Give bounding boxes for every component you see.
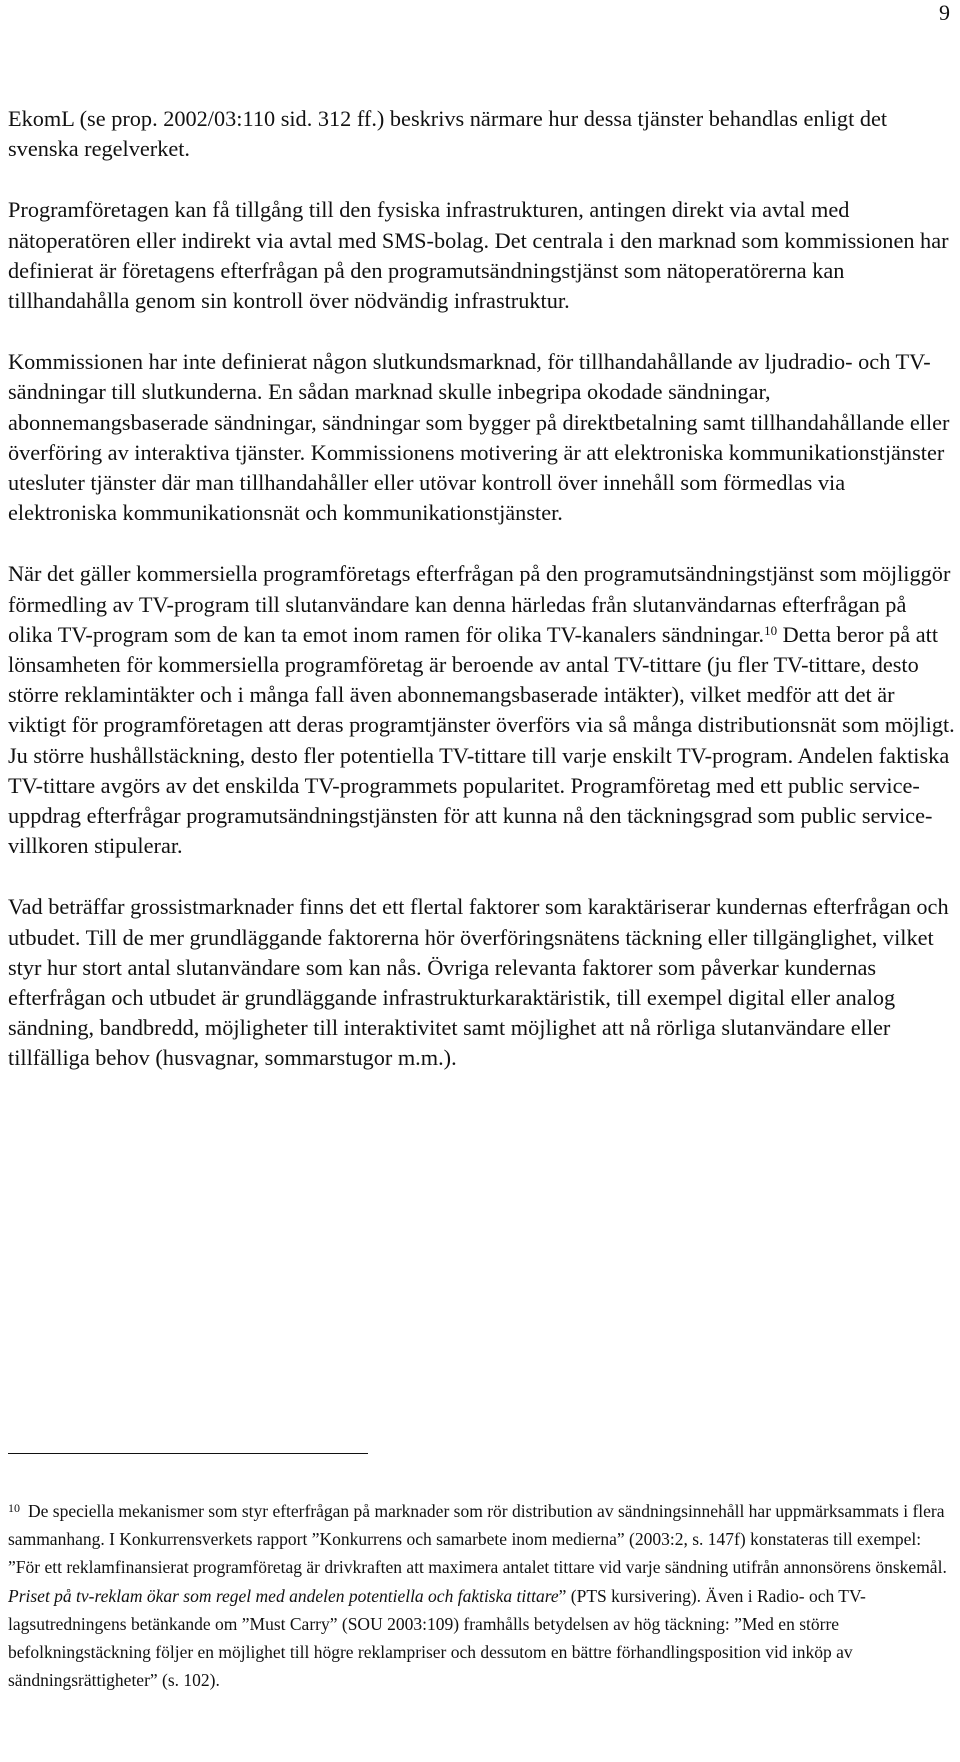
paragraph-ekoml: EkomL (se prop. 2002/03:110 sid. 312 ff.) beskrivs närmare hur dessa tjänster behandlas enligt det svenska regelverket. <box>8 106 888 162</box>
body-text <box>8 104 956 1105</box>
paragraph-grossistmarknader: Vad beträffar grossistmarknader finns det ett flertal faktorer som karaktäriserar kundernas efterfrågan och utbudet. Till de mer grundläggande faktorerna hör överföringsnätens täckning eller tillgänglighet, vilket styr hur stort antal slutanvändare som kan nås. Övriga relevanta faktorer som påverkar kundernas efterfrågan och utbudet är grundläggande infrastrukturkaraktäristik, till exempel digital eller analog sändning, bandbredd, möjligheter till interaktivitet samt möjlighet att nå rörliga slutanvändare eller tillfälliga behov (husvagnar, sommarstugor m.m.). <box>8 894 949 1071</box>
page-number: 9 <box>939 0 950 25</box>
footnote-text-end: ” (PTS kursivering). Även i Radio- och TV-lagsutredningens betänkande om ”Must Carry” (SOU 2003:109) framhålls betydelsen av hög täckning: ”Med en större befolkningstäckning följer en möjlighet till högre reklampriser och dessutom en bättre förhandlingsposition vid inköp av sändningsrättigheter” (s. 102). <box>8 1585 866 1691</box>
paragraph-text-after-ref: Detta beror på att lönsamheten för kommersiella programföretag är beroende av antal TV-tittare (ju fler TV-tittare, desto större reklamintäkter och i många fall även abonnemangsbaserade intäkter), vilket medför att det är viktigt för programföretagen att deras programtjänster överförs via så många distributionsnät som möjligt. Ju större hushållstäckning, desto fler potentiella TV-tittare till varje enskilt TV-program. Andelen faktiska TV-tittare avgörs av det enskilda TV-programmets popularitet. Programföretag med ett public service-uppdrag efterfrågar programutsändningstjänsten för att kunna nå den täckningsgrad som public service-villkoren stipulerar. <box>8 621 955 859</box>
paragraph-text-before-ref: När det gäller kommersiella programföretags efterfrågan på den programutsändningstjänst som möjliggör förmedling av TV-program till slutanvändare kan denna härledas från slutanvändarnas efterfrågan på olika TV-program som de kan ta emot inom ramen för olika TV-kanalers sändningar. <box>8 561 951 647</box>
footnote-reference: 10 <box>764 622 778 638</box>
footnote-number: 10 <box>8 1501 20 1516</box>
paragraph-kommissionen: Kommissionen har inte definierat någon slutkundsmarknad, för tillhandahållande av ljudradio- och TV-sändningar till slutkunderna. En sådan marknad skulle inbegripa okodade sändningar, abonnemangsbaserade sändningar, sändningar som bygger på direktbetalning samt tillhandahållande eller överföring av interaktiva tjänster. Kommissionens motivering är att elektroniska kommunikationstjänster utesluter tjänster där man tillhandahåller eller utövar kontroll över innehåll som förmedlas via elektroniska kommunikationsnät och kommunikationstjänster. <box>8 349 950 526</box>
paragraph-programforetagen: Programföretagen kan få tillgång till den fysiska infrastrukturen, antingen direkt via avtal med nätoperatören eller indirekt via avtal med SMS-bolag. Det centrala i den marknad som kommissionen har definierat är företagens efterfrågan på den programutsändningstjänst som nätoperatörerna kan tillhandahålla genom sin kontroll över nödvändig infrastruktur. <box>8 197 949 314</box>
footnote-text-start: De speciella mekanismer som styr efterfrågan på marknader som rör distribution av sändningsinnehåll har uppmärksammats i flera sammanhang. I Konkurrensverkets rapport ”Konkurrens och samarbete inom medierna” (2003:2, s. 147f) konstateras till exempel: ”För ett reklamfinansierat programföretag är drivkraften att maximera antalet tittare vid varje sändning utifrån annonsörens önskemål. <box>8 1501 947 1578</box>
footnote <box>8 1497 954 1694</box>
footnote-separator <box>8 1453 368 1454</box>
paragraph-kommersiella-programforetag <box>8 559 956 861</box>
footnote-italic-quote: Priset på tv-reklam ökar som regel med andelen potentiella och faktiska tittare <box>8 1585 559 1606</box>
